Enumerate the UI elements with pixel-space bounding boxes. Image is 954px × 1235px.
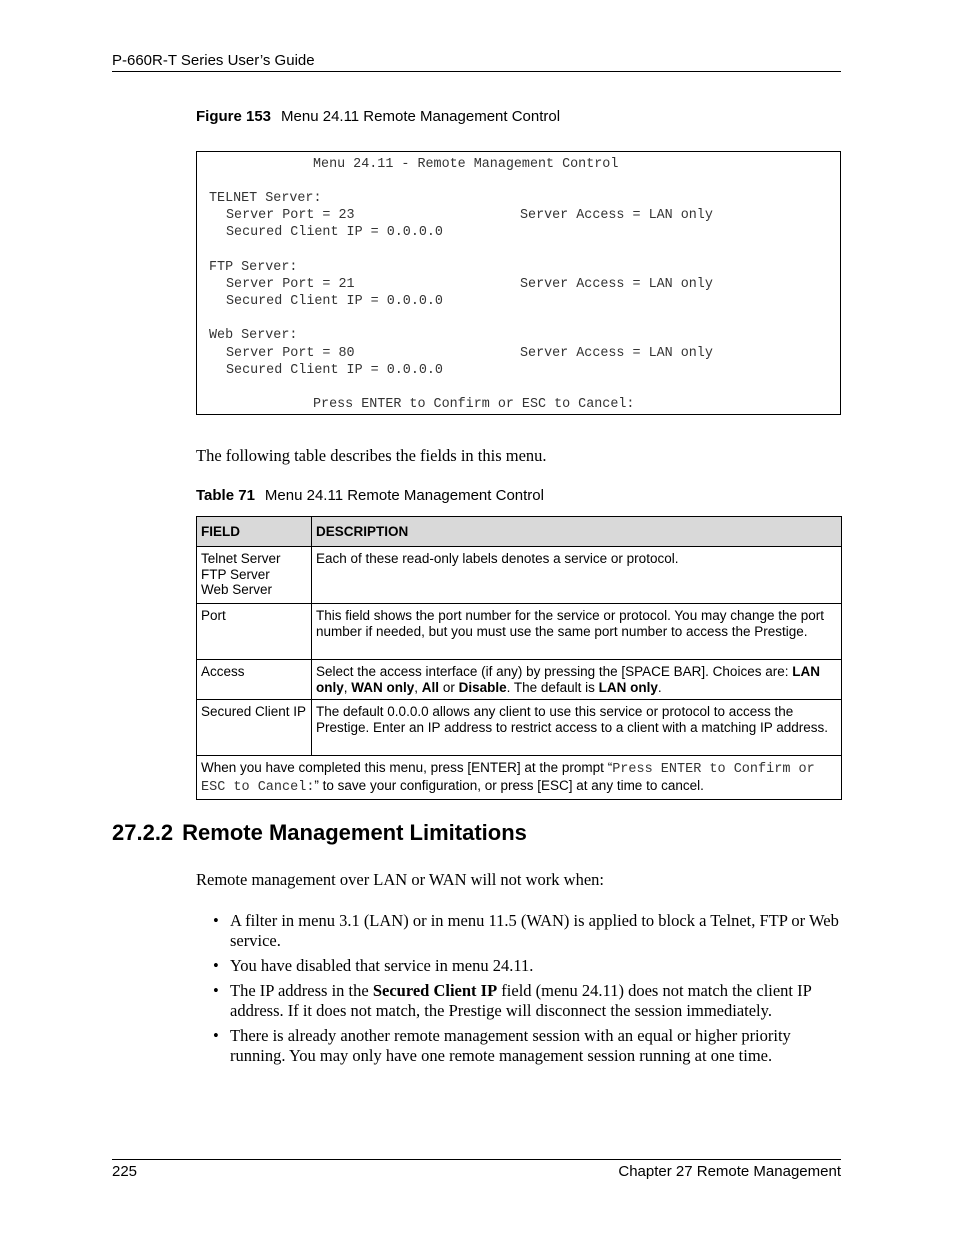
telnet-heading: TELNET Server: [209,191,322,206]
field-cell [197,547,312,604]
web-heading: Web Server: [209,328,298,343]
prompt-text: Press ENTER to Confirm or ESC to Cancel: [201,762,815,795]
limitations-list [196,911,841,1071]
option-wan-only: WAN only [351,679,415,695]
secured-client-ip-term: Secured Client IP [372,981,498,1000]
list-item-text: There is already another remote management session with an equal or higher priority running. You may only have one remote management session running at one time. [230,1026,791,1065]
figure-label: Figure 153 [196,108,272,125]
telnet-server-access: Server Access = LAN only [520,208,713,223]
web-server-access: Server Access = LAN only [520,346,713,361]
menu-screen [196,151,841,415]
description-text: . The default is [506,679,599,695]
page-number: 225 [112,1163,138,1180]
description-text: . [657,679,662,695]
figure-caption [196,108,560,125]
description-cell: This field shows the port number for the service or protocol. You may change the port number if needed, but you must use the same port number to access the Prestige. [312,604,842,660]
field-name: Telnet Server [201,551,281,566]
option-lan-only: LAN only [316,664,820,695]
footer-divider [112,1159,841,1160]
table-footer-row [197,756,842,800]
telnet-server-port: Server Port = 23 [226,208,355,223]
column-header-field: FIELD [197,517,312,547]
ftp-server-access: Server Access = LAN only [520,277,713,292]
description-text: Select the access interface (if any) by pressing the [SPACE BAR]. Choices are: [316,664,793,679]
section-number: 27.2.2 [112,820,174,845]
list-item [196,981,841,1021]
description-cell: Each of these read-only labels denotes a service or protocol. [312,547,842,604]
field-name: Web Server [201,582,273,597]
field-cell: Port [197,604,312,660]
running-header: P-660R-T Series User’s Guide [112,52,315,69]
description-cell [312,660,842,700]
list-item [196,956,841,976]
bullet-marker: • [213,981,219,1000]
field-cell: Secured Client IP [197,700,312,756]
bullet-marker: • [213,1026,219,1045]
table-footer-cell [197,756,842,800]
ftp-server-port: Server Port = 21 [226,277,355,292]
table-header-row [197,517,842,547]
section-heading [112,820,527,846]
table-row [197,547,842,604]
ftp-client-ip: Secured Client IP = 0.0.0.0 [226,294,443,309]
description-text: , [343,679,352,695]
menu-title: Menu 24.11 - Remote Management Control [313,157,619,172]
field-name: FTP Server [201,566,270,582]
web-client-ip: Secured Client IP = 0.0.0.0 [226,363,443,378]
field-description-table [196,516,842,800]
description-cell: The default 0.0.0.0 allows any client to use this service or protocol to access the Prestige. Enter an IP address to restrict access to a client with a matching IP address. [312,700,842,756]
telnet-client-ip: Secured Client IP = 0.0.0.0 [226,225,443,240]
section-intro: Remote management over LAN or WAN will not work when: [196,870,604,889]
list-item-text: You have disabled that service in menu 24.11. [230,956,534,975]
option-disable: Disable [458,679,507,695]
default-lan-only: LAN only [598,679,658,695]
field-cell: Access [197,660,312,700]
list-item-text: field (menu 24.11) does not match the client IP address. If it does not match, the Prestige will disconnect the session immediately. [230,981,812,1020]
list-item [196,911,841,951]
table-label: Table 71 [196,487,255,504]
list-item [196,1026,841,1066]
column-header-description: DESCRIPTION [312,517,842,547]
section-title: Remote Management Limitations [182,820,527,845]
description-text: or [439,679,459,695]
menu-prompt: Press ENTER to Confirm or ESC to Cancel: [313,397,635,412]
intro-paragraph: The following table describes the fields in this menu. [196,446,547,465]
list-item-text: The IP address in the [230,981,373,1000]
web-server-port: Server Port = 80 [226,346,355,361]
header-divider [112,71,841,72]
list-item-text: A filter in menu 3.1 (LAN) or in menu 11.5 (WAN) is applied to block a Telnet, FTP or Web service. [230,911,839,950]
ftp-heading: FTP Server: [209,260,298,275]
bullet-marker: • [213,911,219,930]
table-row [197,604,842,660]
figure-title: Menu 24.11 Remote Management Control [281,108,561,125]
table-row [197,660,842,700]
footer-text: When you have completed this menu, press [ENTER] at the prompt “ [201,760,613,775]
option-all: All [421,679,440,695]
bullet-marker: • [213,956,219,975]
chapter-title: Chapter 27 Remote Management [618,1163,841,1180]
table-caption [196,487,544,504]
footer-text: ” to save your configuration, or press [ESC] at any time to cancel. [314,777,704,793]
description-text: , [414,679,422,695]
table-row [197,700,842,756]
table-title: Menu 24.11 Remote Management Control [264,487,544,504]
